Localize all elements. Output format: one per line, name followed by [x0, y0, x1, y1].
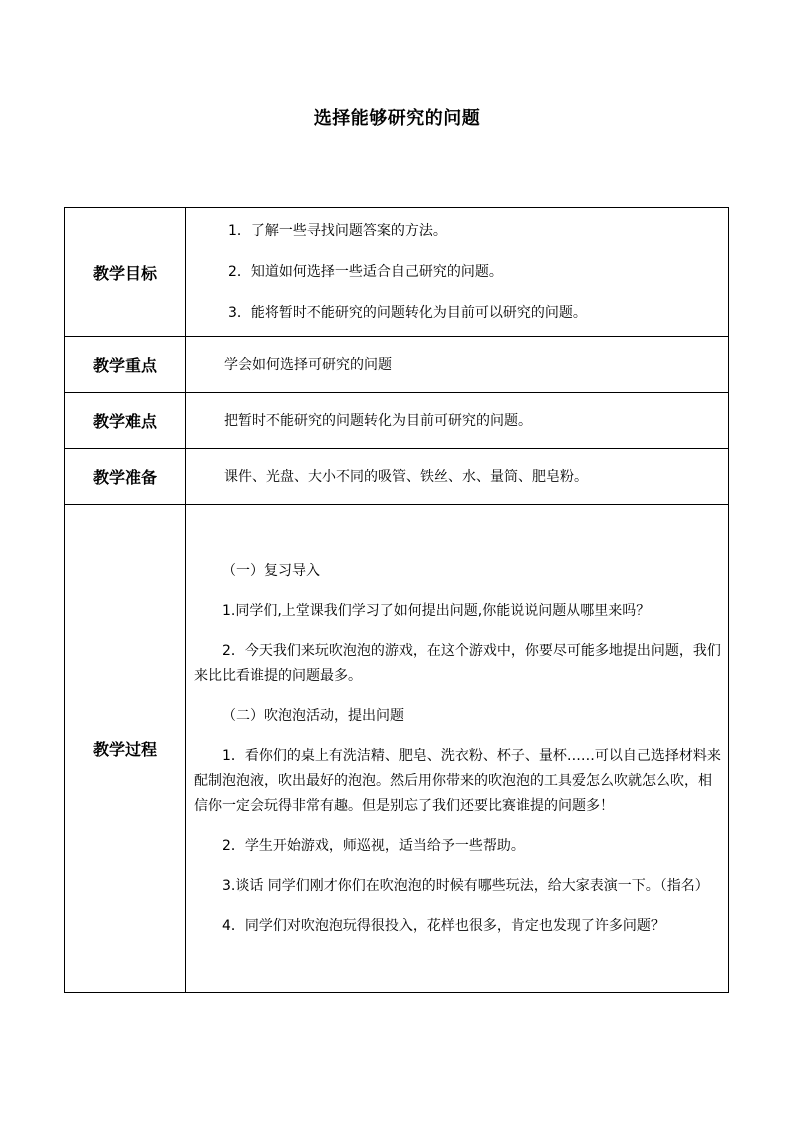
process-paragraph: （一）复习导入: [222, 562, 320, 579]
row-label-process: 教学过程: [65, 505, 186, 993]
process-paragraph: 1.同学们,上堂课我们学习了如何提出问题,你能说说问题从哪里来吗？: [222, 602, 651, 619]
row-label-key-points: 教学重点: [65, 337, 186, 393]
row-content-difficulties: [186, 393, 729, 449]
objective-item-3: 3．能将暂时不能研究的问题转化为目前可以研究的问题。: [228, 305, 587, 321]
table-row-process: [65, 505, 729, 993]
row-label-objectives: 教学目标: [65, 208, 186, 337]
difficulties-text: 把暂时不能研究的问题转化为目前可研究的问题。: [224, 412, 532, 429]
process-paragraph: 2．学生开始游戏，师巡视，适当给予一些帮助。: [222, 837, 525, 854]
row-label-preparation: 教学准备: [65, 449, 186, 505]
key-points-text: 学会如何选择可研究的问题: [224, 356, 392, 373]
process-paragraph: 4．同学们对吹泡泡玩得很投入，花样也很多，肯定也发现了许多问题？: [222, 917, 665, 934]
table-row-difficulties: [65, 393, 729, 449]
lesson-plan-table: [64, 207, 729, 993]
row-content-objectives: [186, 208, 729, 337]
table-row-key-points: [65, 337, 729, 393]
process-paragraph: 2．今天我们来玩吹泡泡的游戏，在这个游戏中，你要尽可能多地提出问题，我们来比比看谁提的问题最多。: [194, 642, 721, 684]
page-title: 选择能够研究的问题: [313, 108, 481, 129]
objective-item-1: 1．了解一些寻找问题答案的方法。: [228, 223, 447, 239]
table-row-preparation: [65, 449, 729, 505]
process-paragraph: 1．看你们的桌上有洗洁精、肥皂、洗衣粉、杯子、量杯……可以自己选择材料来配制泡泡液，吹出最好的泡泡。然后用你带来的吹泡泡的工具爱怎么吹就怎么吹，相信你一定会玩得非常有趣。但是别忘了我们还要比赛谁提的问题多！: [194, 747, 721, 814]
row-content-preparation: [186, 449, 729, 505]
row-content-process: [186, 505, 729, 993]
process-paragraph: 3.谈话 同学们刚才你们在吹泡泡的时候有哪些玩法，给大家表演一下。（指名）: [222, 877, 709, 894]
process-paragraph: （二）吹泡泡活动，提出问题: [222, 707, 404, 724]
objective-item-2: 2．知道如何选择一些适合自己研究的问题。: [228, 264, 503, 280]
row-label-difficulties: 教学难点: [65, 393, 186, 449]
row-content-key-points: [186, 337, 729, 393]
preparation-text: 课件、光盘、大小不同的吸管、铁丝、水、量筒、肥皂粉。: [224, 468, 588, 485]
table-row-objectives: [65, 208, 729, 337]
